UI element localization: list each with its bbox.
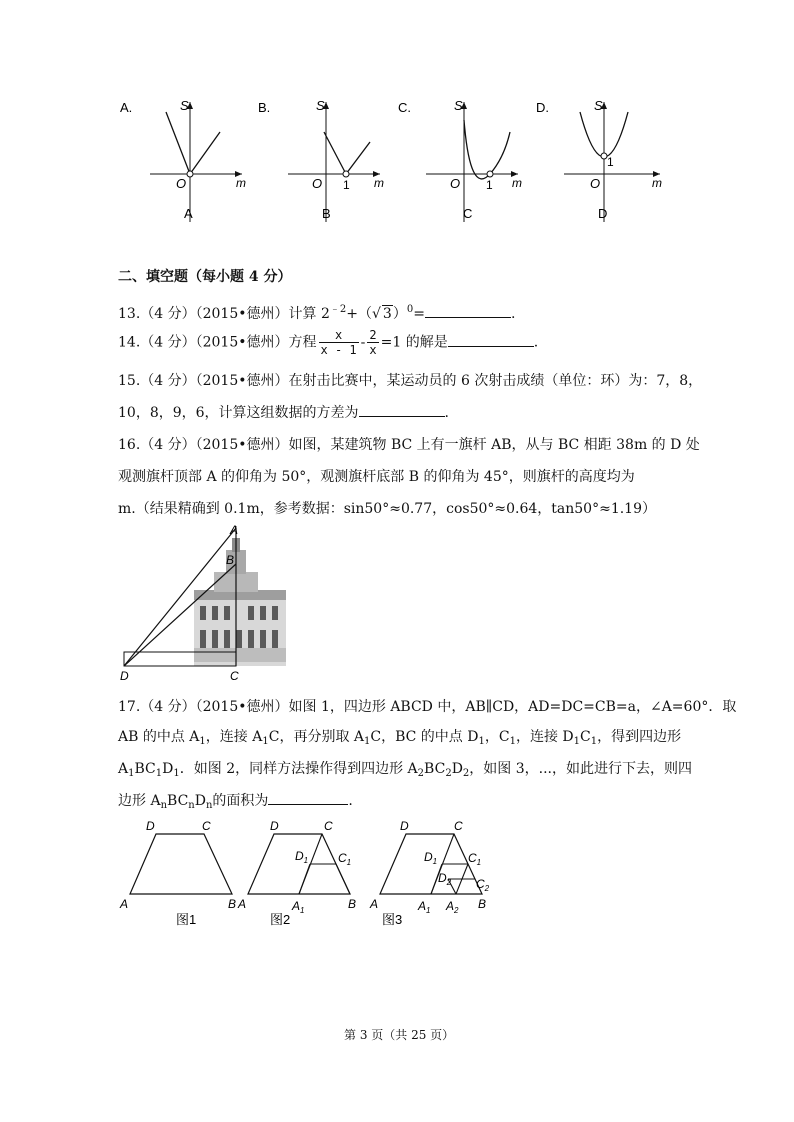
label-a: A xyxy=(230,524,239,537)
q17-figure-2 xyxy=(237,819,356,927)
q17-figure-3 xyxy=(369,819,490,927)
graph-b-letter: B. xyxy=(258,100,271,115)
answer-blank-13[interactable] xyxy=(425,305,511,318)
fig1-caption: 图1 xyxy=(176,912,197,927)
q17-l3c: D xyxy=(162,761,174,777)
fig1-label-c: C xyxy=(202,819,211,833)
fig2-label-d1: $D_1$ xyxy=(295,849,309,865)
q17-sub: 2 xyxy=(417,768,425,779)
fig3-label-a1: $A_1$ xyxy=(418,899,431,915)
fig3-label-d1: $D_1$ xyxy=(424,850,438,866)
fig3-label-d: D xyxy=(400,819,409,833)
fig2-label-a1: $A_1$ xyxy=(292,899,305,915)
fig3-label-a2: $A_2$ xyxy=(446,899,459,915)
graph-b-caption: B xyxy=(322,206,331,221)
question-16-line-3: m.（结果精确到 0.1m，参考数据：sin50°≈0.77，cos50°≈0.64，tan50°≈1.19） xyxy=(118,501,656,517)
graph-options-svg xyxy=(118,92,678,232)
q14-rest: =1 的解是 xyxy=(380,334,448,351)
fig3-label-d2: $D_2$ xyxy=(438,871,452,887)
fig2-label-b: B xyxy=(348,897,357,911)
q17-l3b: BC xyxy=(134,761,156,777)
fig3-caption: 图3 xyxy=(382,912,403,927)
q17-sub: n xyxy=(160,800,168,811)
graph-a-caption: A xyxy=(184,206,193,221)
fig1-label-a: A xyxy=(120,897,129,911)
fig2-label-a: A xyxy=(238,897,247,911)
fig3-label-c1: $C_1$ xyxy=(468,851,482,867)
q13-close: ） xyxy=(392,306,407,322)
answer-blank-15[interactable] xyxy=(359,404,445,417)
q17-l2d: C，BC 的中点 D xyxy=(370,729,479,745)
q17-sub: 1 xyxy=(173,768,180,779)
q13-end: = xyxy=(413,306,425,322)
q17-sub: 1 xyxy=(478,736,485,747)
graph-c-letter: C. xyxy=(398,100,411,115)
q17-l4c: D xyxy=(194,793,206,809)
graph-d-ylabel: S xyxy=(594,98,603,113)
q17-l2f: ，连接 D xyxy=(515,729,574,745)
fig1-label-d: D xyxy=(146,819,155,833)
graph-b-origin: O xyxy=(312,176,323,191)
q17-sub: 1 xyxy=(509,736,516,747)
question-17-line-2 xyxy=(118,726,681,747)
question-15-line-1: 15.（4 分）（2015•德州）在射击比赛中，某运动员的 6 次射击成绩（单位：环）为：7，8， xyxy=(118,373,703,389)
graph-a-letter: A. xyxy=(120,100,133,115)
graph-a-origin: O xyxy=(176,176,187,191)
label-d: D xyxy=(120,669,129,683)
question-14 xyxy=(118,328,538,357)
question-17-line-3 xyxy=(118,758,692,779)
graph-c-origin: O xyxy=(450,176,461,191)
q14-frac1-num: x xyxy=(319,328,359,343)
graph-a xyxy=(120,98,246,222)
question-17-line-1: 17.（4 分）（2015•德州）如图 1，四边形 ABCD 中，AB∥CD，AD=DC=CB=a，∠A=60°．取 xyxy=(118,699,737,715)
fig3-label-a: A xyxy=(370,897,379,911)
q17-l3g: ，如图 3，...，如此进行下去，则四 xyxy=(469,761,693,777)
question-17-line-4 xyxy=(118,790,353,811)
graph-d-mark: 1 xyxy=(607,155,614,169)
fig3-label-b: B xyxy=(478,897,487,911)
graph-c-xlabel: m xyxy=(512,176,522,190)
label-b: B xyxy=(226,553,235,567)
q17-figure-1 xyxy=(119,819,236,927)
q14-fraction-1 xyxy=(319,328,359,357)
q17-sub: 2 xyxy=(462,768,470,779)
q16-figure-svg xyxy=(118,524,298,684)
question-16-line-2: 观测旗杆顶部 A 的仰角为 50°，观测旗杆底部 B 的仰角为 45°，则旗杆的高度均为 xyxy=(118,469,635,485)
q17-l2c: C，再分别取 A xyxy=(268,729,365,745)
q17-sub: n xyxy=(205,800,213,811)
q17-l2g: C xyxy=(580,729,591,745)
answer-blank-17[interactable] xyxy=(268,792,348,805)
question-13: 13.（4 分）（2015•德州）计算 $2^{﹣2}+(√$ 3）$^0$= . xyxy=(118,304,516,322)
section-title: 二、填空题（每小题 4 分） xyxy=(118,269,292,285)
q17-l3a: A xyxy=(118,761,129,777)
q17-l3d: ．如图 2，同样方法操作得到四边形 A xyxy=(179,761,418,777)
q14-minus: - xyxy=(360,334,366,351)
graph-d-letter: D. xyxy=(536,100,549,115)
q17-l2h: ，得到四边形 xyxy=(597,729,682,745)
graph-d-origin: O xyxy=(590,176,601,191)
fig3-label-c2: $C_2$ xyxy=(476,877,490,893)
question-16-line-1: 16.（4 分）（2015•德州）如图，某建筑物 BC 上有一旗杆 AB，从与 BC 相距 38m 的 D 处 xyxy=(118,437,700,453)
graph-b xyxy=(258,98,384,222)
q17-l3e: BC xyxy=(424,761,446,777)
q17-sub: 1 xyxy=(364,736,371,747)
q13-mid: +（ xyxy=(346,306,372,322)
q14-frac2-num: 2 xyxy=(369,328,377,342)
q17-sub: 1 xyxy=(590,736,598,747)
q13-sqrt: 3 xyxy=(382,306,392,322)
graph-c xyxy=(398,98,522,222)
q17-sub: 1 xyxy=(199,736,206,747)
q17-figures xyxy=(118,816,498,928)
graph-d xyxy=(536,98,662,222)
page-footer: 第 3 页（共 25 页） xyxy=(344,1028,455,1042)
graph-c-ylabel: S xyxy=(454,98,463,113)
q17-l3f: D xyxy=(451,761,463,777)
q17-sub: n xyxy=(188,800,195,811)
q13-exp2: 0 xyxy=(406,304,414,315)
graph-b-ylabel: S xyxy=(316,98,325,113)
graph-c-mark: 1 xyxy=(486,178,493,192)
answer-blank-14[interactable] xyxy=(448,334,534,347)
graph-b-mark: 1 xyxy=(343,178,350,192)
q14-frac2-den: x xyxy=(369,343,377,357)
graph-c-caption: C xyxy=(463,206,473,221)
q17-sub: 1 xyxy=(128,768,135,779)
q17-l2a: AB 的中点 A xyxy=(118,729,200,745)
fig2-label-c: C xyxy=(324,819,333,833)
q17-l2e: ，C xyxy=(484,729,510,745)
graph-a-ylabel: S xyxy=(180,98,189,113)
graph-b-xlabel: m xyxy=(374,176,384,190)
q15-line2: 10，8，9，6，计算这组数据的方差为 xyxy=(118,405,359,421)
q13-prefix: 13.（4 分）（2015•德州）计算 2 xyxy=(118,306,330,322)
fig1-label-b: B xyxy=(228,897,237,911)
q17-l4b: BC xyxy=(167,793,189,809)
q17-sub: 1 xyxy=(573,736,581,747)
q17-l2b: ，连接 A xyxy=(205,729,263,745)
label-c: C xyxy=(230,669,239,683)
graph-d-xlabel: m xyxy=(652,176,662,190)
q13-period: . xyxy=(510,306,516,322)
q15-period: . xyxy=(444,405,449,421)
graph-a-xlabel: m xyxy=(236,176,246,190)
q17-sub: 2 xyxy=(445,768,452,779)
q13-exp1: ﹣2 xyxy=(329,304,347,315)
graph-options xyxy=(118,92,678,232)
q14-frac1-den: x - 1 xyxy=(320,343,357,357)
q17-l4d: 的面积为 xyxy=(212,793,269,809)
q17-sub: 1 xyxy=(262,736,269,747)
q14-period: . xyxy=(533,334,539,351)
q17-sub: 1 xyxy=(155,768,163,779)
q14-fraction-2 xyxy=(367,328,378,357)
graph-d-caption: D xyxy=(598,206,608,221)
q17-figures-svg xyxy=(118,816,498,928)
q17-l4a: 边形 A xyxy=(118,793,161,809)
fig2-label-c1: $C_1$ xyxy=(338,851,352,867)
q16-figure xyxy=(118,524,298,684)
fig3-label-c: C xyxy=(454,819,463,833)
q14-prefix: 14.（4 分）（2015•德州）方程 xyxy=(118,334,317,351)
fig2-label-d: D xyxy=(270,819,279,833)
question-15-line-2 xyxy=(118,402,449,422)
fig2-caption: 图2 xyxy=(270,912,291,927)
q17-period: . xyxy=(348,793,353,809)
